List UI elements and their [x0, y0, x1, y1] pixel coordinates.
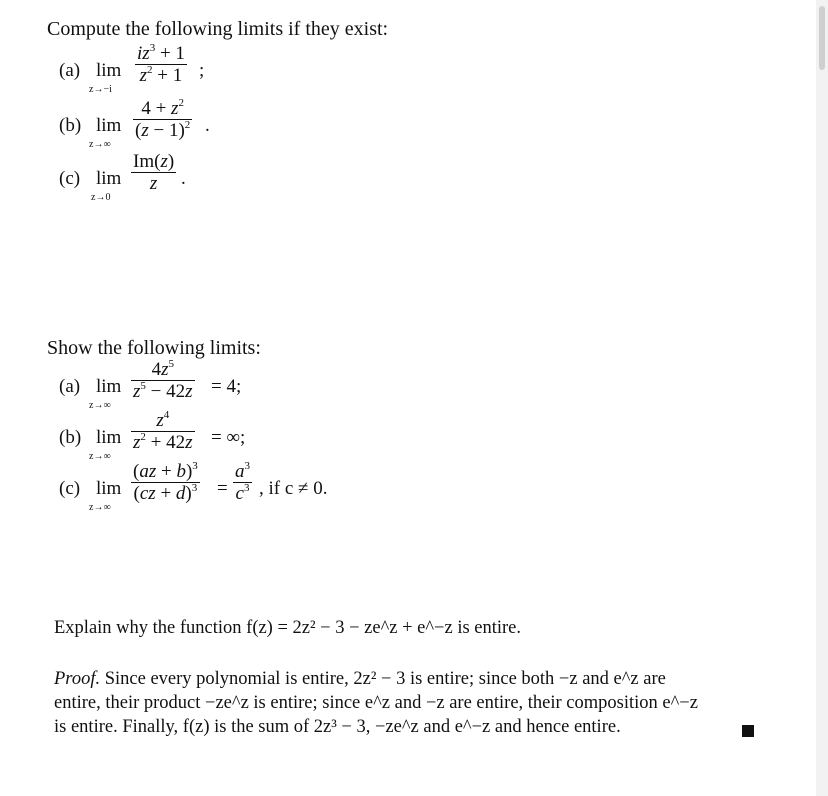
- denominator: $z^2 + 42z$: [133, 431, 193, 453]
- numerator: $iz^3 + 1$: [137, 42, 185, 64]
- limit-2c: [59, 462, 379, 518]
- lim-operator: lim: [96, 168, 122, 189]
- numerator: Im(z): [133, 151, 175, 172]
- item-tail: = ∞;: [211, 427, 246, 448]
- fraction: [131, 462, 200, 505]
- fraction-rhs: [233, 462, 252, 505]
- numerator: $z^4$: [156, 409, 170, 431]
- scrollbar[interactable]: [816, 0, 828, 796]
- lim-operator: lim: [96, 427, 122, 448]
- question-text: Explain why the function f(z) = 2z² − 3 − ze^z + e^−z is entire.: [54, 618, 522, 638]
- qed-square-icon: [742, 725, 754, 737]
- item-tail: .: [181, 168, 186, 189]
- item-label: (b): [59, 427, 82, 448]
- fraction: [131, 152, 176, 195]
- lim-subscript: z→0: [91, 192, 111, 203]
- proof-paragraph: [54, 667, 774, 739]
- denominator: $c^3$: [235, 482, 250, 504]
- item-label: (a): [59, 60, 81, 81]
- item-label: (c): [59, 168, 81, 189]
- denominator: z: [149, 173, 158, 194]
- limit-1c: [59, 152, 319, 208]
- scrollbar-thumb[interactable]: [819, 6, 825, 70]
- fraction: [131, 360, 195, 403]
- lim-subscript: z→∞: [89, 451, 111, 462]
- equals-sign: =: [217, 478, 228, 499]
- lim-subscript: z→−i: [89, 84, 112, 95]
- item-tail: , if c ≠ 0.: [259, 478, 328, 499]
- denominator: (cz + d)$^3$: [133, 482, 198, 504]
- fraction: [131, 411, 195, 454]
- proof-line-1: [54, 667, 774, 691]
- denominator: $z^2 + 1$: [139, 64, 183, 86]
- proof-line-2: entire, their product −ze^z is entire; since e^z and −z are entire, their composition e^−z: [54, 693, 698, 713]
- numerator: $4z^5$: [151, 358, 174, 380]
- lim-operator: lim: [96, 115, 122, 136]
- numerator: (az + b)$^3$: [133, 460, 198, 482]
- limit-2a: [59, 360, 359, 416]
- lim-operator: lim: [96, 60, 122, 81]
- item-tail: ;: [199, 60, 205, 81]
- section2-heading: Show the following limits:: [47, 337, 261, 359]
- lim-operator: lim: [96, 478, 122, 499]
- fraction: [133, 99, 192, 142]
- lim-subscript: z→∞: [89, 139, 111, 150]
- item-label: (b): [59, 115, 82, 136]
- item-label: (c): [59, 478, 81, 499]
- limit-2b: [59, 411, 359, 467]
- limit-1a: [59, 44, 319, 100]
- proof-line-1-text: Since every polynomial is entire, 2z² − 3 is entire; since both −z and e^z are: [104, 669, 666, 689]
- proof-line-3: is entire. Finally, f(z) is the sum of 2z³ − 3, −ze^z and e^−z and hence entire.: [54, 717, 621, 737]
- item-label: (a): [59, 376, 81, 397]
- proof-label: Proof.: [54, 669, 101, 689]
- numerator: $a^3$: [235, 460, 250, 482]
- section1-heading: Compute the following limits if they exist:: [47, 18, 389, 40]
- numerator: $4 + z^2$: [141, 97, 184, 119]
- denominator: $z^5 - 42z$: [133, 380, 193, 402]
- limit-1b: [59, 99, 319, 155]
- denominator: $(z - 1)^2$: [135, 119, 191, 141]
- fraction: [135, 44, 187, 87]
- lim-operator: lim: [96, 376, 122, 397]
- lim-subscript: z→∞: [89, 400, 111, 411]
- lim-subscript: z→∞: [89, 502, 111, 513]
- item-tail: = 4;: [211, 376, 242, 397]
- item-tail: .: [205, 115, 210, 136]
